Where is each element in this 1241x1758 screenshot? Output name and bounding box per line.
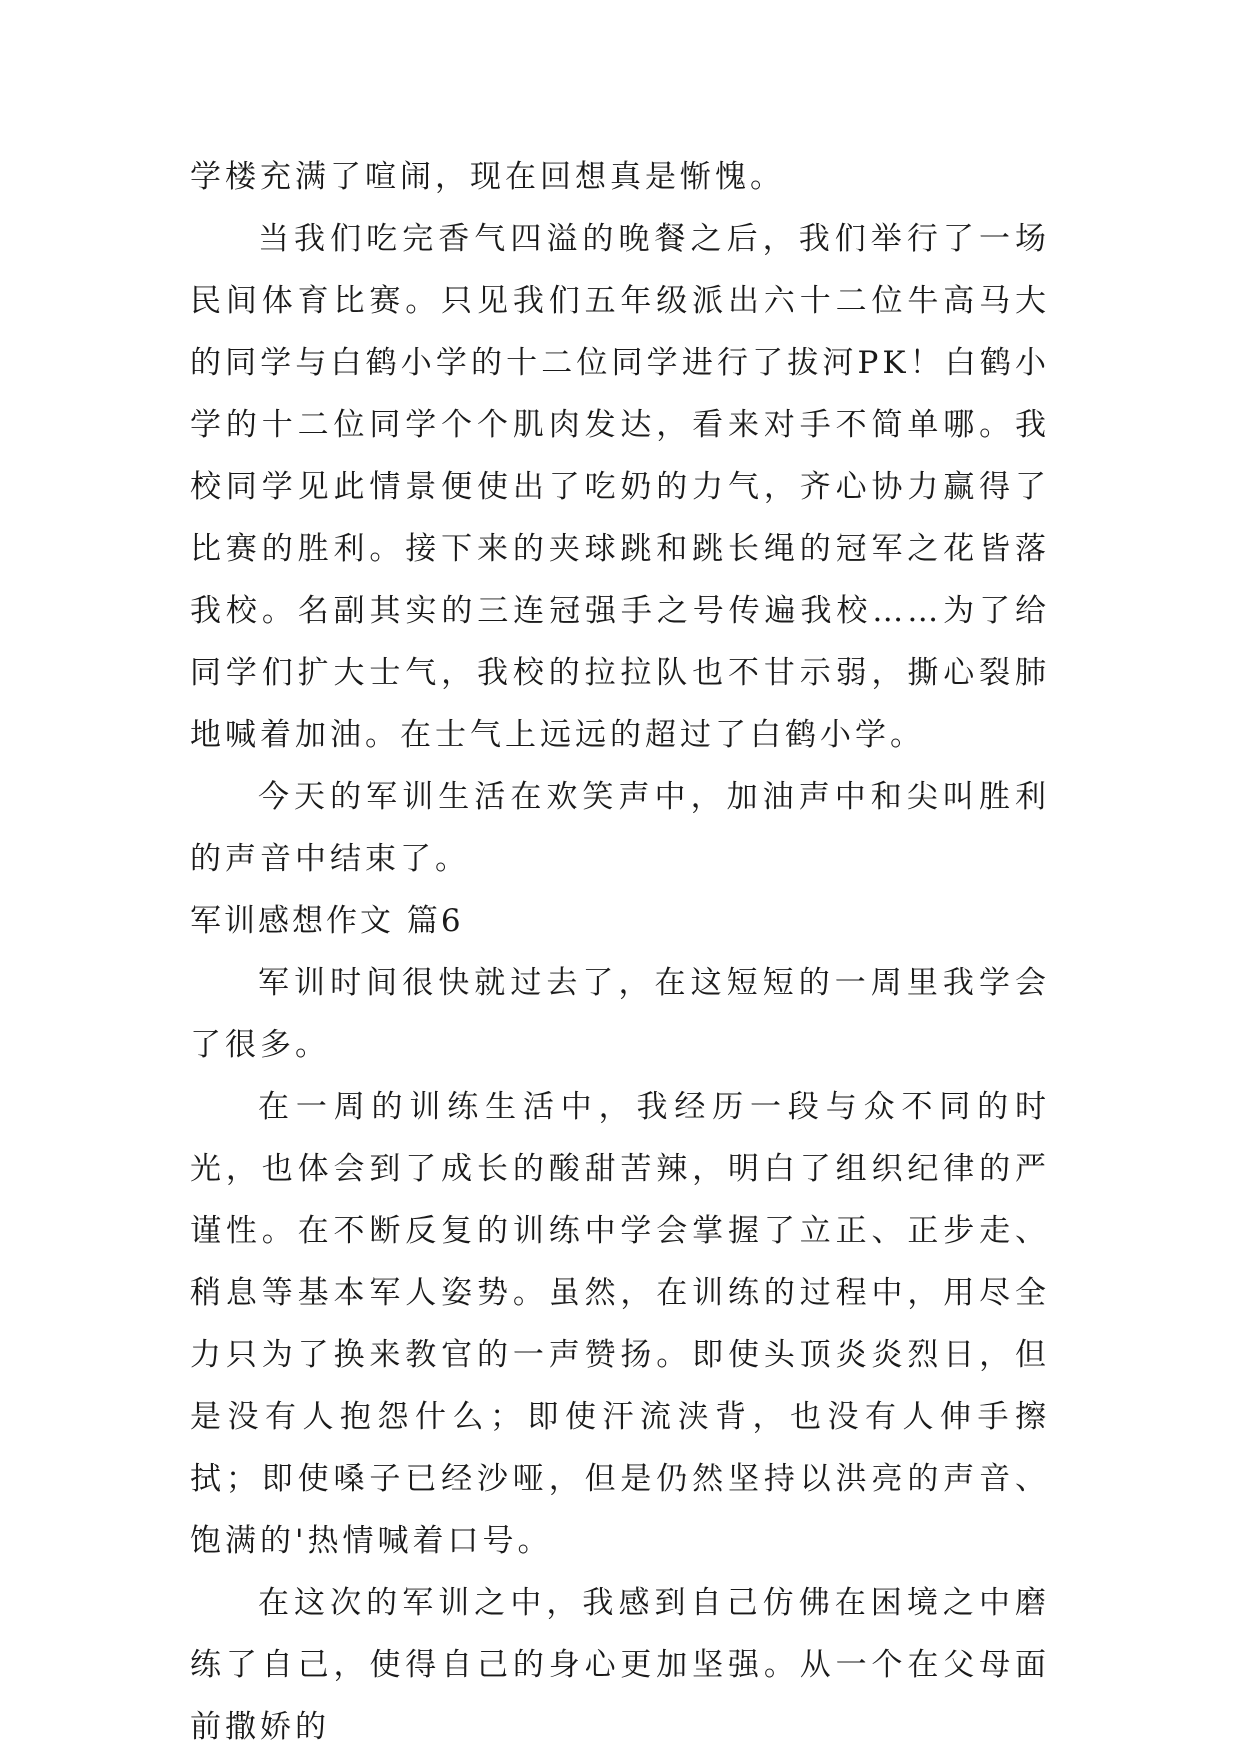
paragraph-training-life: 在一周的训练生活中，我经历一段与众不同的时光，也体会到了成长的酸甜苦辣，明白了组织纪律的严谨性。在不断反复的训练中学会掌握了立正、正步走、稍息等基本军人姿势。虽然，在训练的过程中，用尽全力只为了换来教官的一声赞扬。即使头顶炎炎烈日，但是没有人抱怨什么；即使汗流浃背，也没有人伸手擦拭；即使嗓子已经沙哑，但是仍然坚持以洪亮的声音、饱满的'热情喊着口号。 bbox=[190, 1089, 1050, 1559]
paragraph-reflection: 在这次的军训之中，我感到自己仿佛在困境之中磨练了自己，使得自己的身心更加坚强。从一个在父母面前撒娇的 bbox=[190, 1585, 1050, 1745]
paragraph-continuation: 学楼充满了喧闹，现在回想真是惭愧。 bbox=[190, 159, 785, 195]
paragraph-sports-competition: 当我们吃完香气四溢的晚餐之后，我们举行了一场民间体育比赛。只见我们五年级派出六十二位牛高马大的同学与白鹤小学的十二位同学进行了拔河PK！白鹤小学的十二位同学个个肌肉发达，看来对手不简单哪。我校同学见此情景便使出了吃奶的力气，齐心协力赢得了比赛的胜利。接下来的夹球跳和跳长绳的冠军之花皆落我校。名副其实的三连冠强手之号传遍我校……为了给同学们扩大士气，我校的拉拉队也不甘示弱，撕心裂肺地喊着加油。在士气上远远的超过了白鹤小学。 bbox=[190, 221, 1050, 753]
document-body bbox=[190, 146, 1050, 1758]
section-heading: 军训感想作文 篇6 bbox=[190, 903, 464, 939]
paragraph-day-ending: 今天的军训生活在欢笑声中，加油声中和尖叫胜利的声音中结束了。 bbox=[190, 779, 1050, 877]
paragraph-training-intro: 军训时间很快就过去了，在这短短的一周里我学会了很多。 bbox=[190, 965, 1050, 1063]
